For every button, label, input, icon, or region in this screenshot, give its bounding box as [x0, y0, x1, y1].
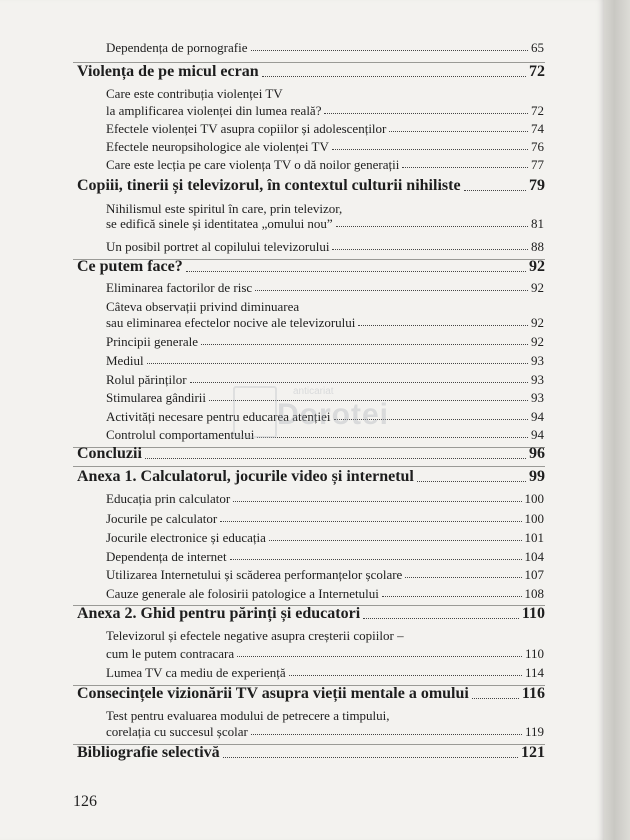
- entry-page-number: 100: [524, 511, 544, 526]
- entry-page-number: 92: [531, 334, 544, 349]
- entry-title: Un posibil portret al copilului televizorului: [106, 239, 330, 254]
- toc-chapter: [77, 606, 545, 622]
- entry-title: Stimularea gândirii: [106, 390, 207, 405]
- entry-title: Televizorul și efectele negative asupra creșterii copiilor –: [106, 628, 404, 643]
- entry-title: Educația prin calculator: [106, 491, 231, 506]
- toc-entry: [106, 666, 544, 679]
- dot-leader: [289, 675, 522, 676]
- entry-title: Test pentru evaluarea modului de petrecere a timpului,: [106, 708, 390, 723]
- chapter-title: Violența de pe micul ecran: [77, 63, 259, 80]
- entry-page-number: 101: [524, 530, 544, 545]
- entry-page-number: 94: [531, 427, 544, 442]
- page-edge: [604, 0, 630, 840]
- entry-page-number: 93: [531, 390, 544, 405]
- toc-entry: [106, 300, 544, 313]
- dot-leader: [255, 290, 528, 291]
- dot-leader: [417, 481, 526, 482]
- dot-leader: [201, 344, 528, 345]
- toc-entry: [106, 568, 544, 581]
- toc-entry: [106, 647, 544, 660]
- entry-page-number: 92: [529, 258, 545, 275]
- entry-page-number: 93: [531, 353, 544, 368]
- dot-leader: [237, 656, 522, 657]
- divider: [73, 466, 545, 467]
- entry-page-number: 92: [531, 280, 544, 295]
- entry-page-number: 79: [529, 177, 545, 194]
- dot-leader: [223, 757, 518, 758]
- chapter-title: Ce putem face?: [77, 258, 183, 275]
- toc-entry: [106, 41, 544, 54]
- entry-page-number: 72: [529, 63, 545, 80]
- entry-title: Lumea TV ca mediu de experiență: [106, 665, 286, 680]
- dot-leader: [220, 521, 521, 522]
- dot-leader: [402, 167, 528, 168]
- dot-leader: [358, 325, 528, 326]
- entry-page-number: 92: [531, 315, 544, 330]
- entry-page-number: 104: [524, 549, 544, 564]
- toc-entry: [106, 240, 544, 253]
- dot-leader: [472, 698, 519, 699]
- entry-page-number: 121: [521, 744, 545, 761]
- dot-leader: [334, 419, 529, 420]
- dot-leader: [336, 226, 528, 227]
- toc-chapter: [77, 64, 545, 80]
- toc-entry: [106, 709, 544, 722]
- toc-entry: [106, 531, 544, 544]
- dot-leader: [269, 540, 522, 541]
- dot-leader: [324, 113, 528, 114]
- chapter-title: Copiii, tinerii și televizorul, în contextul culturii nihiliste: [77, 177, 461, 194]
- toc-entry: [106, 316, 544, 329]
- entry-title: Rolul părinților: [106, 372, 187, 387]
- entry-page-number: 96: [529, 445, 545, 462]
- chapter-title: Consecințele vizionării TV asupra vieții mentale a omului: [77, 685, 469, 702]
- dot-leader: [262, 76, 526, 77]
- entry-page-number: 94: [531, 409, 544, 424]
- toc-entry: [106, 122, 544, 135]
- entry-page-number: 107: [524, 567, 544, 582]
- chapter-title: Concluzii: [77, 445, 142, 462]
- toc-entry: [106, 428, 544, 441]
- toc-entry: [106, 104, 544, 117]
- dot-leader: [145, 458, 526, 459]
- entry-page-number: 72: [531, 103, 544, 118]
- toc-entry: [106, 373, 544, 386]
- dot-leader: [147, 363, 528, 364]
- entry-page-number: 74: [531, 121, 544, 136]
- entry-title: Mediul: [106, 353, 144, 368]
- chapter-title: Anexa 1. Calculatorul, jocurile video și internetul: [77, 468, 414, 485]
- dot-leader: [363, 618, 519, 619]
- dot-leader: [233, 501, 521, 502]
- watermark-text: Dorotei: [277, 398, 389, 431]
- entry-page-number: 100: [524, 491, 544, 506]
- dot-leader: [209, 400, 528, 401]
- toc-entry: [106, 587, 544, 600]
- entry-page-number: 93: [531, 372, 544, 387]
- entry-page-number: 65: [531, 40, 544, 55]
- entry-title: Controlul comportamentului: [106, 427, 255, 442]
- dot-leader: [190, 382, 528, 383]
- entry-title: Nihilismul este spiritul în care, prin televizor,: [106, 201, 343, 216]
- entry-title: sau eliminarea efectelor nocive ale televizorului: [106, 315, 356, 330]
- dot-leader: [464, 190, 526, 191]
- entry-title: Câteva observații privind diminuarea: [106, 299, 300, 314]
- toc-entry: [106, 281, 544, 294]
- entry-page-number: 99: [529, 468, 545, 485]
- toc-chapter: [77, 259, 545, 275]
- dot-leader: [186, 271, 526, 272]
- entry-page-number: 76: [531, 139, 544, 154]
- entry-page-number: 81: [531, 216, 544, 231]
- entry-title: Utilizarea Internetului și scăderea performanțelor școlare: [106, 567, 403, 582]
- entry-title: la amplificarea violenței din lumea reală?: [106, 103, 322, 118]
- entry-title: Care este lecția pe care violența TV o dă noilor generații: [106, 157, 400, 172]
- toc-entry: [106, 512, 544, 525]
- toc-entry: [106, 629, 544, 642]
- dot-leader: [405, 577, 521, 578]
- toc-entry: [106, 202, 544, 215]
- entry-title: Dependența de internet: [106, 549, 227, 564]
- entry-page-number: 108: [524, 586, 544, 601]
- toc-entry: [106, 87, 544, 100]
- toc-entry: [106, 492, 544, 505]
- dot-leader: [257, 437, 528, 438]
- entry-title: se edifică sinele și identitatea „omului nou”: [106, 216, 333, 231]
- entry-title: Efectele neuropsihologice ale violenței TV: [106, 139, 329, 154]
- entry-title: corelația cu succesul școlar: [106, 724, 248, 739]
- dot-leader: [382, 596, 522, 597]
- toc-chapter: [77, 469, 545, 485]
- dot-leader: [251, 734, 522, 735]
- toc-chapter: [77, 446, 545, 462]
- entry-title: Dependența de pornografie: [106, 40, 248, 55]
- dot-leader: [332, 149, 528, 150]
- entry-page-number: 114: [524, 665, 544, 680]
- toc-chapter: [77, 178, 545, 194]
- toc-entry: [106, 335, 544, 348]
- entry-title: cum le putem contracara: [106, 646, 235, 661]
- entry-page-number: 110: [524, 646, 544, 661]
- entry-title: Jocurile electronice și educația: [106, 530, 266, 545]
- toc-entry: [106, 410, 544, 423]
- chapter-title: Bibliografie selectivă: [77, 744, 220, 761]
- toc-entry: [106, 391, 544, 404]
- chapter-title: Anexa 2. Ghid pentru părinți și educatori: [77, 605, 361, 622]
- dot-leader: [332, 249, 528, 250]
- entry-page-number: 119: [524, 724, 544, 739]
- entry-title: Jocurile pe calculator: [106, 511, 218, 526]
- watermark-small-text: anticariat: [293, 386, 334, 397]
- toc-entry: [106, 725, 544, 738]
- dot-leader: [230, 559, 522, 560]
- toc-chapter: [77, 686, 545, 702]
- entry-page-number: 110: [521, 605, 545, 622]
- entry-page-number: 77: [531, 157, 544, 172]
- entry-title: Principii generale: [106, 334, 199, 349]
- dot-leader: [389, 131, 528, 132]
- toc-entry: [106, 158, 544, 171]
- entry-page-number: 116: [521, 685, 545, 702]
- entry-page-number: 88: [531, 239, 544, 254]
- entry-title: Eliminarea factorilor de risc: [106, 280, 253, 295]
- toc-entry: [106, 140, 544, 153]
- dot-leader: [251, 50, 529, 51]
- toc-entry: [106, 354, 544, 367]
- toc-chapter: [77, 745, 545, 761]
- toc-entry: [106, 550, 544, 563]
- entry-title: Care este contribuția violenței TV: [106, 86, 283, 101]
- toc-entry: [106, 217, 544, 230]
- page-number: 126: [73, 793, 97, 810]
- entry-title: Efectele violenței TV asupra copiilor și adolescenților: [106, 121, 387, 136]
- entry-title: Cauze generale ale folosirii patologice a Internetului: [106, 586, 379, 601]
- entry-title: Activități necesare pentru educarea atenției: [106, 409, 331, 424]
